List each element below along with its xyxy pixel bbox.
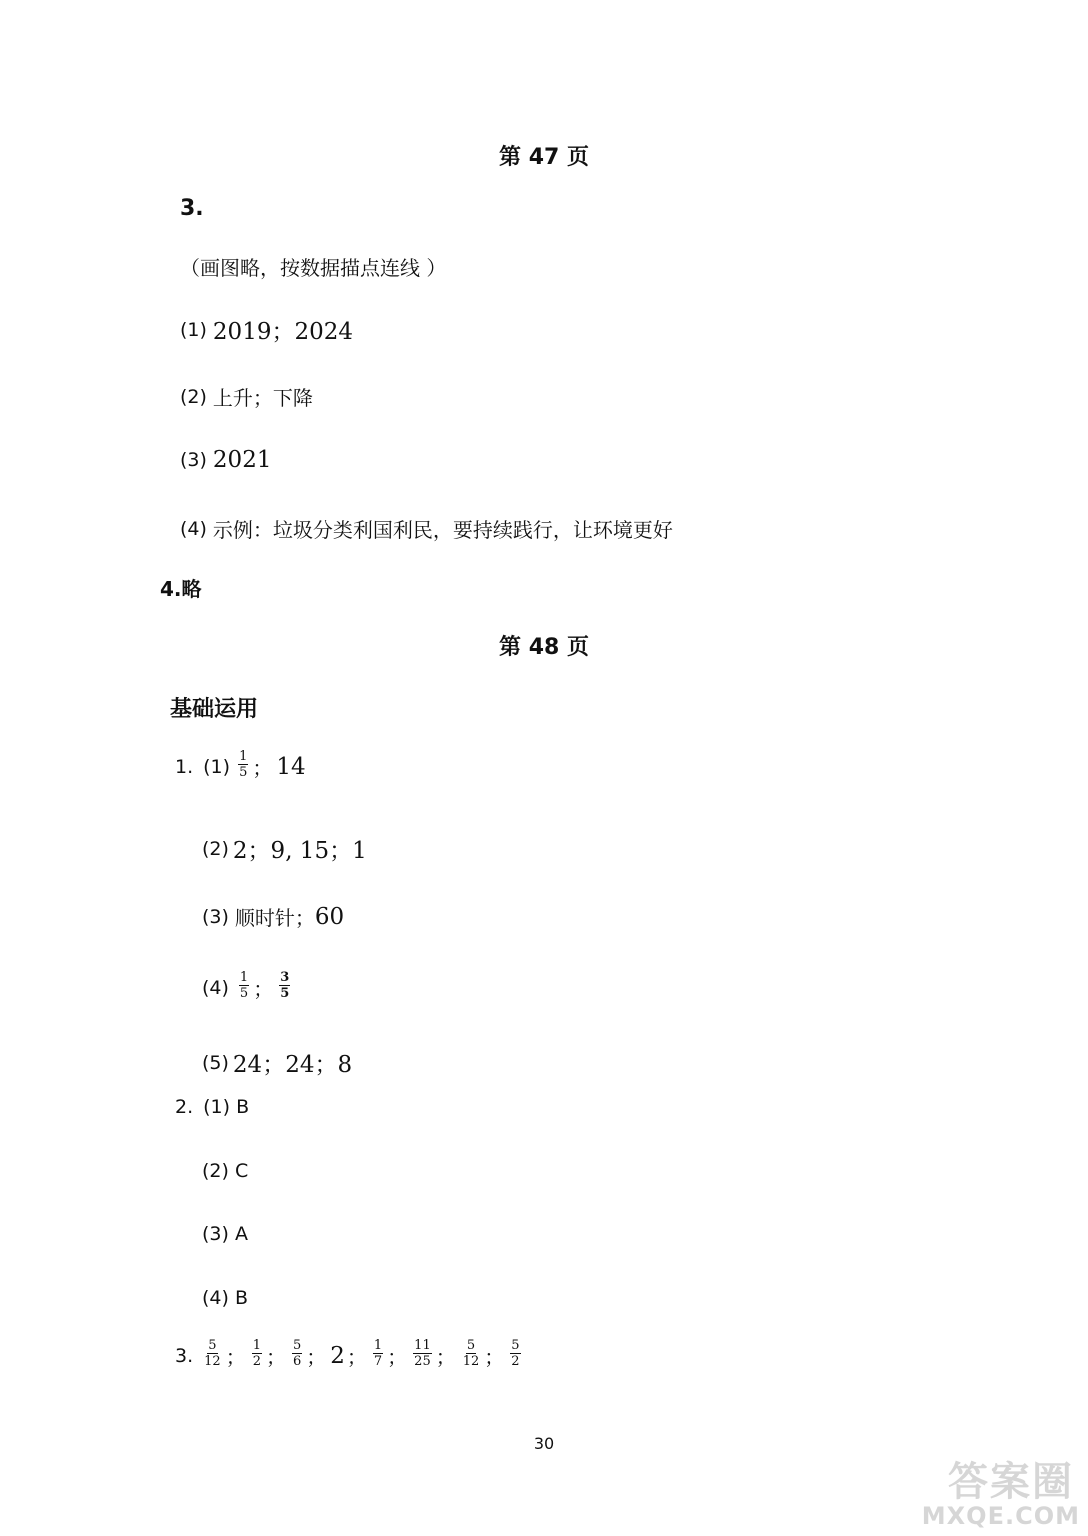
fraction xyxy=(238,750,248,779)
answer-3-3 xyxy=(180,447,271,473)
answer-1-2 xyxy=(202,832,367,865)
answer-label: (2) xyxy=(180,385,207,408)
answer-1-3 xyxy=(202,902,344,931)
fraction xyxy=(292,1339,302,1368)
question-4-answer: 4.略 xyxy=(160,577,202,601)
answer-1-1 xyxy=(175,749,306,781)
fraction-denominator: 2 xyxy=(252,1354,261,1369)
separator: ； xyxy=(387,1345,408,1369)
answer-label: (3) xyxy=(202,905,229,928)
fraction-denominator: 5 xyxy=(239,986,249,1001)
fraction xyxy=(252,1339,262,1368)
fraction-denominator: 2 xyxy=(511,1354,520,1369)
fraction-numerator: 1 xyxy=(239,749,248,764)
separator: ； xyxy=(252,756,273,780)
watermark-top-text: 答案圈 xyxy=(948,1459,1074,1505)
answer-3-list xyxy=(175,1338,523,1370)
answer-3-4 xyxy=(180,514,673,543)
page-number: 30 xyxy=(533,1434,555,1453)
fraction xyxy=(203,1339,222,1368)
fraction-numerator: 11 xyxy=(414,1338,431,1353)
answer-3-items xyxy=(201,1338,522,1370)
fraction xyxy=(462,1339,481,1368)
answer-value: 上升；下降 xyxy=(212,386,313,410)
fraction xyxy=(510,1339,520,1368)
answer-value: 2；9, 15；1 xyxy=(232,838,367,864)
fraction-denominator: 7 xyxy=(373,1354,383,1369)
fraction xyxy=(413,1339,432,1368)
answer-2-3: (3) A xyxy=(202,1223,248,1245)
fraction-denominator: 12 xyxy=(204,1354,221,1369)
separator: ； xyxy=(435,1345,456,1369)
question-number: 3. xyxy=(175,1344,194,1367)
fraction-numerator: 5 xyxy=(466,1338,476,1353)
fraction-numerator: 5 xyxy=(292,1338,302,1353)
page-47-heading: 第 47 页 xyxy=(499,145,589,170)
answer-label: (1) xyxy=(180,318,207,341)
separator: ； xyxy=(346,1345,367,1369)
answer-label: (4) xyxy=(180,517,207,540)
section-title: 基础运用 xyxy=(170,697,259,722)
answer-2-1 xyxy=(175,1096,249,1118)
fraction-denominator: 25 xyxy=(414,1354,431,1369)
answer-value: 14 xyxy=(276,753,306,780)
fraction-numerator: 5 xyxy=(511,1338,520,1353)
separator: ； xyxy=(484,1345,505,1369)
answer-3-2 xyxy=(180,382,313,411)
watermark-logo xyxy=(920,1450,1080,1530)
fraction xyxy=(373,1339,383,1368)
answer-choice: (1) B xyxy=(203,1096,250,1118)
answer-label: (1) xyxy=(203,755,231,778)
answer-2-4: (4) B xyxy=(202,1287,248,1309)
separator: ； xyxy=(306,1345,327,1369)
fraction-numerator: 1 xyxy=(373,1338,383,1353)
question-number: 1. xyxy=(175,755,194,778)
question-3-note: （画图略，按数据描点连线 ） xyxy=(180,256,447,280)
fraction xyxy=(239,971,249,1000)
answer-text: 顺时针； xyxy=(234,906,315,930)
answer-value: 2021 xyxy=(212,447,272,473)
fraction-denominator: 6 xyxy=(292,1354,302,1369)
fraction-denominator: 5 xyxy=(239,765,248,780)
fraction xyxy=(279,971,290,1000)
question-3-title: 3. xyxy=(180,196,204,221)
answer-value: 示例：垃圾分类利国利民，要持续践行，让环境更好 xyxy=(212,518,673,542)
answer-label: (3) xyxy=(180,449,207,471)
fraction-numerator: 1 xyxy=(252,1338,261,1353)
answer-2-2: (2) C xyxy=(202,1160,249,1182)
question-number: 2. xyxy=(175,1096,194,1118)
fraction-numerator: 1 xyxy=(239,970,249,985)
fraction-numerator: 3 xyxy=(280,970,290,985)
answer-label: (4) xyxy=(202,976,229,999)
separator: ； xyxy=(225,1345,246,1369)
watermark-bottom-text: MXQE.COM xyxy=(921,1502,1080,1530)
fraction-denominator: 5 xyxy=(280,986,290,1001)
page-48-heading: 第 48 页 xyxy=(499,635,589,660)
answer-value: 60 xyxy=(314,903,345,930)
answer-label: (5) xyxy=(202,1051,229,1074)
answer-1-4 xyxy=(202,970,292,1002)
whole-number: 2 xyxy=(330,1342,345,1369)
answer-3-1 xyxy=(180,313,353,346)
fraction-numerator: 5 xyxy=(208,1338,217,1353)
fraction-denominator: 12 xyxy=(462,1354,480,1369)
answer-value: 24；24；8 xyxy=(232,1052,353,1078)
answer-1-5 xyxy=(202,1046,352,1079)
separator: ； xyxy=(253,977,274,1001)
answer-label: (2) xyxy=(202,837,229,860)
answer-value: 2019；2024 xyxy=(212,319,353,345)
separator: ； xyxy=(265,1345,286,1369)
